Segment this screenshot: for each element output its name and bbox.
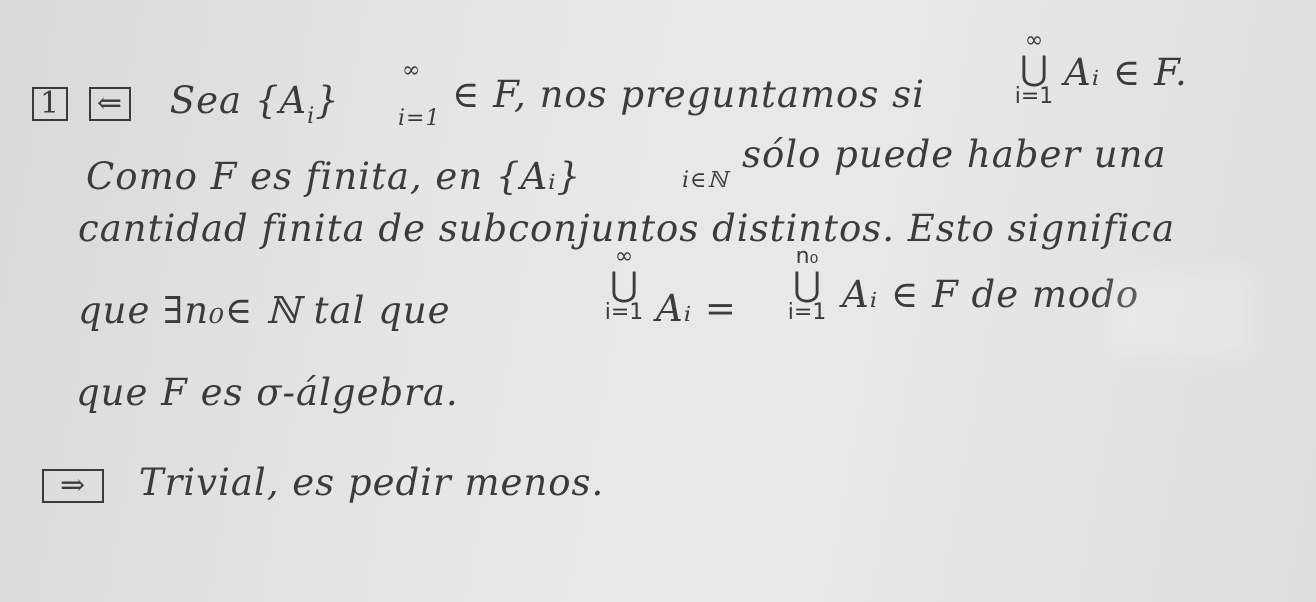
line-1-union-lower: i=1 — [1014, 84, 1054, 109]
item-number-box: 1 — [32, 87, 68, 121]
line-1-prefix: Sea {A — [169, 79, 308, 122]
line-1-sub-i: i — [307, 104, 316, 129]
line-4-union-2-upper: n₀ — [795, 244, 819, 269]
line-6-text: Trivial, es pedir menos. — [138, 461, 605, 504]
line-4-tail: Aᵢ ∈ F de modo — [842, 273, 1140, 316]
line-4-union-2-lower: i=1 — [787, 300, 827, 325]
line-3: cantidad finita de subconjuntos distintos. Esto significa — [78, 207, 1176, 250]
line-4-prefix: que ∃n₀∈ ℕ tal que — [78, 289, 451, 332]
line-1-set-close: } — [315, 79, 340, 122]
union-icon: ⋃ — [1020, 49, 1048, 89]
line-4-union-1-upper: ∞ — [614, 244, 634, 269]
union-icon: ⋃ — [793, 265, 821, 305]
line-2-index: i∈ℕ — [682, 168, 729, 193]
line-4-union-1-lower: i=1 — [604, 300, 644, 325]
line-4-union-1 — [602, 246, 646, 324]
line-2-tail: sólo puede haber una — [742, 133, 1167, 176]
line-1-index-lower: i=1 — [398, 106, 441, 131]
direction-back-box: ⇐ — [89, 87, 131, 121]
line-1-union — [1014, 30, 1054, 108]
line-4-mid: Aᵢ = — [656, 287, 737, 330]
line-4-union-2 — [782, 246, 832, 324]
line-5: que F es σ-álgebra. — [76, 371, 459, 414]
union-icon: ⋃ — [610, 265, 638, 305]
direction-forward-box: ⇒ — [42, 469, 104, 503]
line-6 — [42, 461, 605, 504]
line-1-mid: ∈ F, nos preguntamos si — [452, 73, 925, 116]
line-2-prefix: Como F es finita, en {Aᵢ} — [86, 155, 582, 198]
line-1-tail: Aᵢ ∈ F. — [1064, 51, 1188, 94]
line-1-union-upper: ∞ — [1024, 28, 1044, 53]
line-1 — [32, 79, 340, 129]
line-1-index-upper: ∞ — [402, 58, 422, 83]
